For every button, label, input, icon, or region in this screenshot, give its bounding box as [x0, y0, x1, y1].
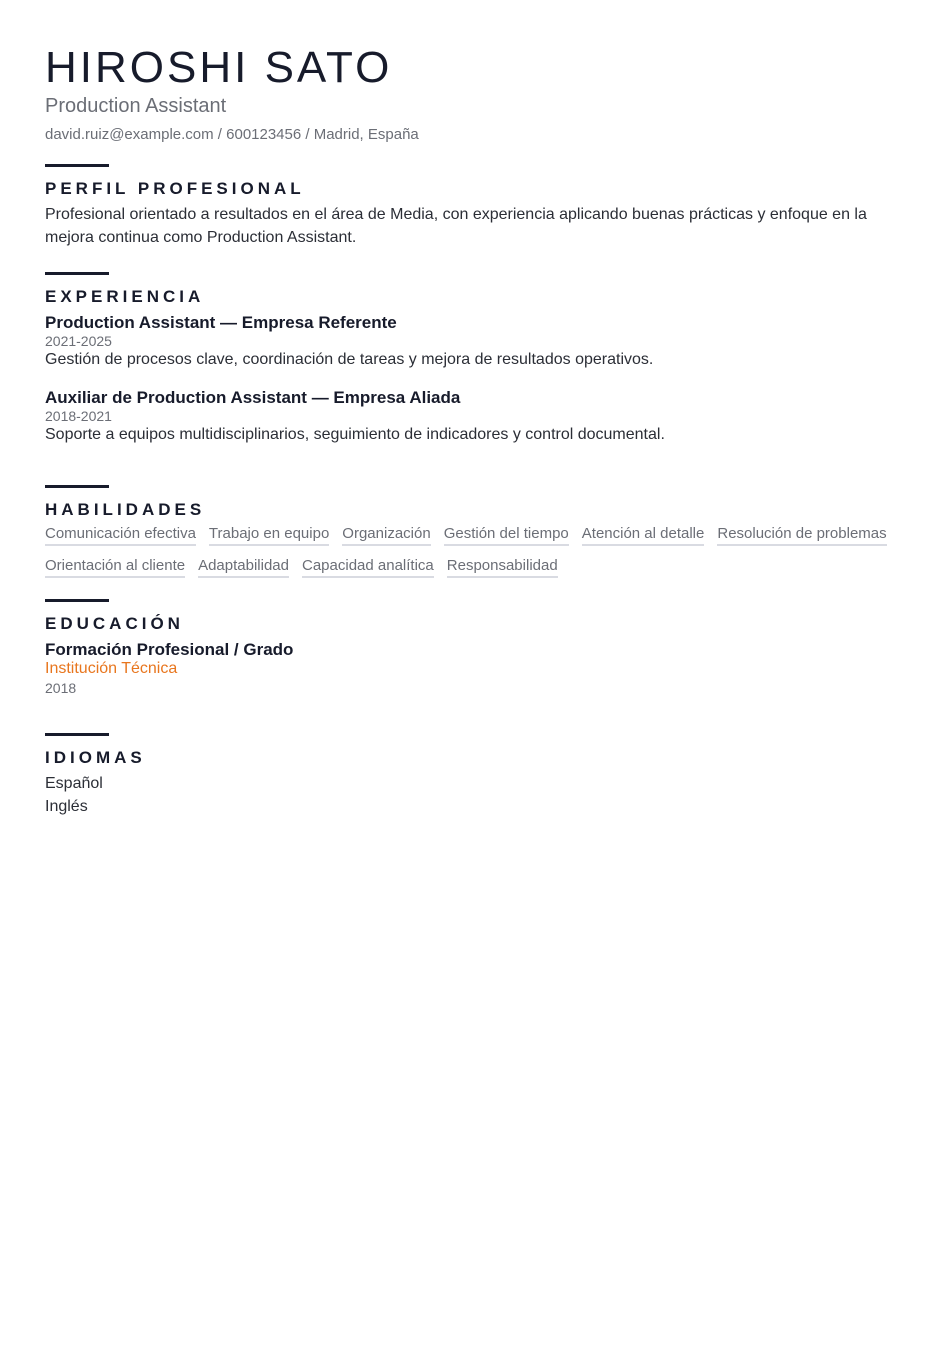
job-title: Auxiliar de Production Assistant — Empresa Aliada — [45, 388, 461, 407]
skill-tag: Gestión del tiempo — [444, 524, 569, 546]
skill-tag: Responsabilidad — [447, 556, 558, 578]
job-description: Gestión de procesos clave, coordinación de tareas y mejora de resultados operativos. — [45, 351, 654, 368]
section-divider — [45, 485, 109, 488]
contact-line: david.ruiz@example.com / 600123456 / Madrid, España — [45, 126, 419, 143]
section-divider — [45, 733, 109, 736]
skill-tag: Resolución de problemas — [717, 524, 886, 546]
skill-tag: Adaptabilidad — [198, 556, 289, 578]
profile-heading: PERFIL PROFESIONAL — [45, 179, 305, 198]
skill-tag: Orientación al cliente — [45, 556, 185, 578]
job-dates: 2021-2025 — [45, 333, 112, 349]
experience-item — [45, 313, 915, 371]
languages-list — [45, 772, 915, 818]
skill-tag: Comunicación efectiva — [45, 524, 196, 546]
job-title: Production Assistant — Empresa Referente — [45, 313, 397, 332]
profile-summary: Profesional orientado a resultados en el área de Media, con experiencia aplicando buenas prácticas y enfoque en la mejora continua como Production Assistant. — [45, 206, 867, 246]
education-degree: Formación Profesional / Grado — [45, 640, 294, 659]
education-year: 2018 — [45, 680, 77, 696]
skill-tag: Organización — [342, 524, 430, 546]
education-heading: EDUCACIÓN — [45, 614, 184, 633]
candidate-role: Production Assistant — [45, 95, 227, 117]
experience-heading: EXPERIENCIA — [45, 287, 205, 306]
skill-tag: Capacidad analítica — [302, 556, 434, 578]
candidate-name: HIROSHI SATO — [45, 43, 393, 92]
skill-tag: Atención al detalle — [582, 524, 705, 546]
skills-list — [45, 524, 915, 578]
job-description: Soporte a equipos multidisciplinarios, seguimiento de indicadores y control documental. — [45, 426, 665, 443]
section-divider — [45, 599, 109, 602]
skills-section — [45, 485, 915, 578]
section-divider — [45, 272, 109, 275]
profile-section — [45, 164, 915, 249]
education-institution: Institución Técnica — [45, 660, 178, 677]
languages-heading: IDIOMAS — [45, 748, 146, 767]
job-dates: 2018-2021 — [45, 408, 112, 424]
experience-item — [45, 388, 915, 446]
section-divider — [45, 164, 109, 167]
education-section — [45, 599, 915, 696]
experience-section — [45, 272, 915, 446]
skills-heading: HABILIDADES — [45, 500, 206, 519]
language-item: Español — [45, 775, 103, 792]
skill-tag: Trabajo en equipo — [209, 524, 329, 546]
languages-section — [45, 733, 915, 818]
language-item: Inglés — [45, 798, 88, 815]
